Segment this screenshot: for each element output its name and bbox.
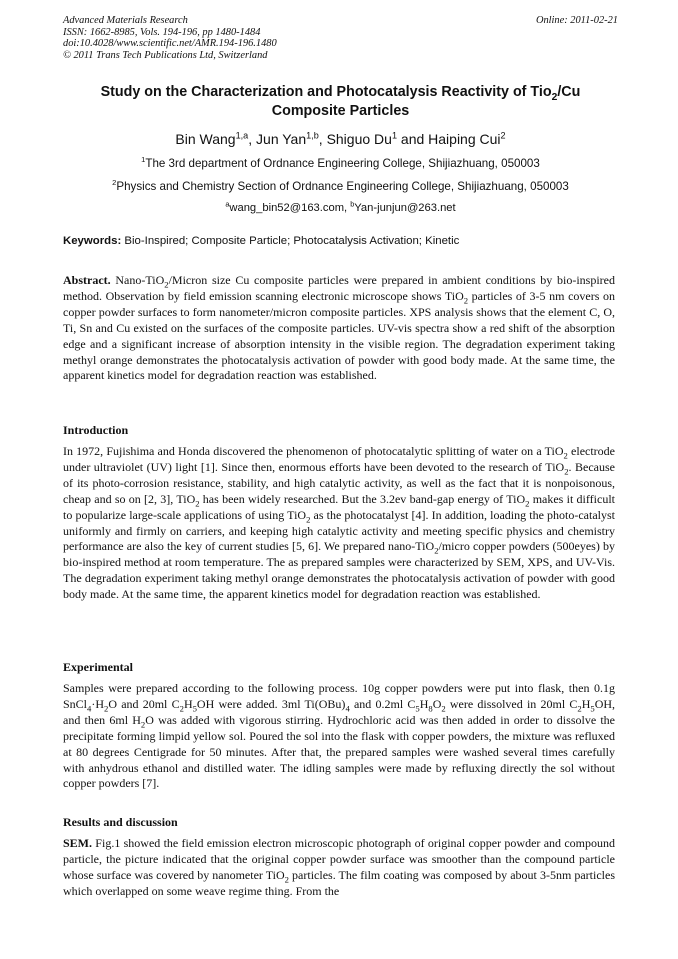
subscript: 2	[563, 450, 568, 461]
issn-line: ISSN: 1662-8985, Vols. 194-196, pp 1480-1484	[63, 26, 261, 38]
author-name: Jun Yan	[256, 131, 307, 147]
keywords-label: Keywords:	[63, 235, 122, 247]
subscript: 2	[195, 498, 200, 509]
text-run: OH were added. 3ml Ti(OBu)	[196, 696, 346, 711]
results-heading: Results and discussion	[63, 815, 178, 829]
subscript: 2	[577, 703, 582, 714]
text-run: /Micron size Cu composite particles were prepared in ambient conditions by bio-inspired method. Observation by field emission scanning electronic microscope shows TiO	[63, 273, 615, 303]
author-emails	[63, 199, 618, 214]
keywords	[63, 235, 618, 247]
text-run: H	[581, 696, 591, 711]
subscript: 4	[345, 703, 350, 714]
text-run: and 0.2ml C	[349, 696, 416, 711]
paper-title	[63, 83, 618, 121]
subscript: 2	[564, 466, 569, 477]
email-mark: a	[225, 199, 230, 209]
experimental-heading: Experimental	[63, 660, 133, 674]
text-run: particles of 3-5 nm covers on copper powder surfaces to form nanometer/micron composite particles. XPS analysis shows that the element C, O, Ti, Sn and Cu existed on the surfaces of the composite particles. UV-vis spectra show a red shift of the absorption edge and a significant increase of absorption intensity in the visible region. The degradation experiment taking methyl orange demonstrates the photocatalysis activation of powder with good body made. At the same time, the apparent kinetics model for degradation reaction was established.	[63, 288, 615, 383]
text-run: OH, and then 6ml H	[63, 696, 616, 727]
author-name: Bin Wang	[175, 131, 236, 147]
subscript: 2	[434, 545, 439, 556]
text-run: H	[183, 696, 193, 711]
affil-text: The 3rd department of Ordnance Engineering College, Shijiazhuang, 050003	[145, 157, 540, 170]
title-text: Study on the Characterization and Photocatalysis Reactivity of Tio	[100, 84, 552, 100]
text-run: H	[419, 696, 429, 711]
subscript: 2	[463, 295, 469, 306]
subscript: 2	[164, 279, 169, 290]
subscript: 2	[306, 514, 311, 525]
email-text: wang_bin52@163.com,	[229, 202, 351, 214]
text-run: particles. The film coating was composed by about 3-5nm particles which overlapped on some weave regime thing. From the	[63, 867, 615, 898]
title-line-2: Composite Particles	[271, 103, 410, 119]
subscript: 4	[87, 703, 92, 714]
affiliation-1	[63, 157, 618, 170]
subscript: 5	[192, 703, 197, 714]
author-separator: ,	[318, 131, 327, 147]
affil-mark: 1	[141, 155, 146, 165]
author-name: Shiguo Du	[326, 131, 392, 147]
author-separator: ,	[248, 131, 257, 147]
subscript: 2	[104, 703, 109, 714]
abstract-label: Abstract.	[63, 273, 111, 287]
author-affil-mark: 1,b	[306, 130, 319, 141]
text-run: . Because of its photo-corrosion resistance, stability, and high catalytic activity, as well as the fact that it is nonpoisonous, cheap and so on [2, 3], TiO	[63, 459, 615, 506]
email-text: Yan-junjun@263.net	[354, 202, 456, 214]
affiliation-2	[63, 180, 618, 193]
text-run: electrode under ultraviolet (UV) light [1]. Since then, enormous efforts have been devoted to the research of TiO	[63, 444, 616, 474]
author-affil-mark: 1	[391, 130, 398, 141]
text-run: makes it difficult to popularize large-scale applications of using TiO	[63, 491, 615, 522]
text-run: Samples were prepared according to the following process. 10g copper powders were put into flask, then 0.1g SnCl	[63, 681, 615, 711]
author-separator: and	[397, 131, 429, 147]
keywords-text: Bio-Inspired; Composite Particle; Photocatalysis Activation; Kinetic	[121, 235, 460, 247]
subscript: 2	[179, 703, 184, 714]
text-run: ·H	[91, 696, 104, 711]
subscript: 5	[590, 703, 595, 714]
text-run: as the photocatalyst [4]. In addition, loading the photo-catalyst uniformly and firmly on carriers, and keeping high catalytic activity and meeting specific physics and chemistry performance are also the key of current studies [5, 6]. We prepared nano-TiO	[63, 507, 615, 554]
copyright-line: © 2011 Trans Tech Publications Ltd, Switzerland	[63, 49, 268, 61]
text-run: O and 20ml C	[108, 696, 180, 711]
subscript: 2	[284, 874, 289, 885]
author-affil-mark: 2	[500, 130, 506, 141]
subscript: 2	[525, 498, 530, 509]
introduction-body	[63, 444, 615, 603]
abstract	[63, 273, 615, 384]
sem-label: SEM.	[63, 836, 93, 850]
email-mark: b	[350, 199, 355, 209]
doi-line: doi:10.4028/www.scientific.net/AMR.194-196.1480	[63, 38, 277, 50]
journal-header	[63, 15, 618, 61]
affil-text: Physics and Chemistry Section of Ordnance Engineering College, Shijiazhuang, 050003	[116, 180, 569, 193]
text-run: In 1972, Fujishima and Honda discovered the phenomenon of photocatalytic splitting of water on a TiO	[63, 444, 564, 458]
subscript: 2	[441, 703, 446, 714]
introduction-heading: Introduction	[63, 423, 129, 437]
text-run: O was added with vigorous stirring. Hydrochloric acid was then added in order to dissolve the precipitate forming limpid yellow sol. Poured the sol into the flask with copper powders, the mixture was refluxed at 80 degrees Centigrade for 50 minutes. After that, the prepared samples were washed several times carefully with anhydrous ethanol and distilled water. The idling samples were made by refluxing directly the sol without copper powders [7].	[63, 712, 615, 791]
text-run: Fig.1 showed the field emission electron microscopic photograph of original copper powder and compound particle, the picture indicated that the original copper powder surface was smoother than the compound particle whose surface was covered by nanometer TiO	[63, 836, 615, 882]
text-run: were dissolved in 20ml C	[445, 696, 578, 711]
text-run: O	[432, 696, 442, 711]
subscript: 2	[140, 719, 146, 730]
text-run: /micro copper powders (500eyes) by bio-inspired method at room temperature. The as prepared samples were characterized by SEM, XPS, and UV-Vis. The degradation experiment taking methyl orange demonstrates the photocatalysis activation of powder with good body made. At the same time, the apparent kinetics model for degradation reaction was established.	[63, 539, 615, 602]
affil-mark: 2	[112, 178, 117, 188]
online-date: Online: 2011-02-21	[535, 15, 618, 26]
subscript: 5	[415, 703, 420, 714]
subscript: 8	[428, 703, 433, 714]
author-name: Haiping Cui	[428, 131, 501, 147]
author-list	[63, 131, 618, 147]
journal-name: Advanced Materials Research	[63, 15, 188, 26]
author-affil-mark: 1,a	[235, 130, 249, 141]
title-subscript: 2	[551, 91, 558, 103]
text-run: Nano-TiO	[110, 273, 165, 287]
experimental-body	[63, 681, 615, 792]
title-text: /Cu	[557, 84, 581, 100]
text-run: has been widely researched. But the 3.2ev band-gap energy of TiO	[199, 491, 526, 506]
results-body	[63, 836, 615, 900]
